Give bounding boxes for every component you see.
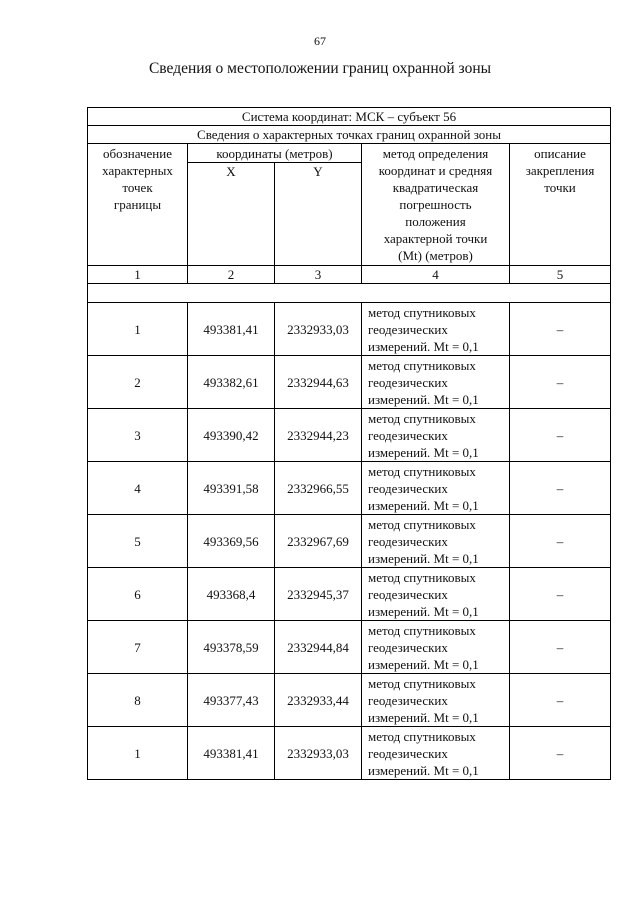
- method-cell: метод спутниковых геодезических измерений. Mt = 0,1: [362, 621, 510, 674]
- table-body: [88, 108, 611, 780]
- table-row: [88, 727, 611, 780]
- table-row: [88, 568, 611, 621]
- table-row: [88, 462, 611, 515]
- table-row: [88, 674, 611, 727]
- column-number: 3: [275, 266, 362, 284]
- description-cell: –: [510, 568, 611, 621]
- y-cell: 2332933,44: [275, 674, 362, 727]
- point-cell: 1: [88, 303, 188, 356]
- header-designation: обозначение характерных точек границы: [88, 144, 188, 266]
- method-cell: метод спутниковых геодезических измерений. Mt = 0,1: [362, 409, 510, 462]
- coordinate-system-cell: Система координат: МСК – субъект 56: [88, 108, 611, 126]
- y-cell: 2332967,69: [275, 515, 362, 568]
- point-cell: 5: [88, 515, 188, 568]
- coordinate-system-row: [88, 108, 611, 126]
- x-cell: 493378,59: [188, 621, 275, 674]
- y-cell: 2332944,23: [275, 409, 362, 462]
- description-cell: –: [510, 727, 611, 780]
- x-cell: 493368,4: [188, 568, 275, 621]
- x-cell: 493377,43: [188, 674, 275, 727]
- document-title: Сведения о местоположении границ охранной зоны: [148, 60, 492, 77]
- method-cell: метод спутниковых геодезических измерений. Mt = 0,1: [362, 515, 510, 568]
- header-row: [88, 144, 611, 163]
- column-number: 5: [510, 266, 611, 284]
- header-coordinates: координаты (метров): [188, 144, 362, 163]
- description-cell: –: [510, 303, 611, 356]
- y-cell: 2332944,63: [275, 356, 362, 409]
- column-number: 4: [362, 266, 510, 284]
- section-title-cell: Сведения о характерных точках границ охранной зоны: [88, 126, 611, 144]
- table-row: [88, 303, 611, 356]
- method-cell: метод спутниковых геодезических измерений. Mt = 0,1: [362, 727, 510, 780]
- y-cell: 2332944,84: [275, 621, 362, 674]
- description-cell: –: [510, 621, 611, 674]
- blank-row: [88, 284, 611, 303]
- table-row: [88, 515, 611, 568]
- x-cell: 493391,58: [188, 462, 275, 515]
- point-cell: 4: [88, 462, 188, 515]
- x-cell: 493390,42: [188, 409, 275, 462]
- point-cell: 1: [88, 727, 188, 780]
- section-title-row: [88, 126, 611, 144]
- header-y: Y: [275, 163, 362, 266]
- page-number: 67: [314, 34, 326, 48]
- method-cell: метод спутниковых геодезических измерений. Mt = 0,1: [362, 568, 510, 621]
- point-cell: 6: [88, 568, 188, 621]
- blank-cell: [88, 284, 611, 303]
- x-cell: 493381,41: [188, 727, 275, 780]
- column-number: 1: [88, 266, 188, 284]
- x-cell: 493381,41: [188, 303, 275, 356]
- method-cell: метод спутниковых геодезических измерений. Mt = 0,1: [362, 462, 510, 515]
- boundary-points-table: [87, 107, 611, 780]
- point-cell: 3: [88, 409, 188, 462]
- x-cell: 493382,61: [188, 356, 275, 409]
- header-method: метод определения координат и средняя квадратическая погрешность положения характерной точки (Mt) (метров): [362, 144, 510, 266]
- table-row: [88, 356, 611, 409]
- x-cell: 493369,56: [188, 515, 275, 568]
- method-cell: метод спутниковых геодезических измерений. Mt = 0,1: [362, 674, 510, 727]
- table-row: [88, 621, 611, 674]
- y-cell: 2332945,37: [275, 568, 362, 621]
- point-cell: 8: [88, 674, 188, 727]
- column-number: 2: [188, 266, 275, 284]
- description-cell: –: [510, 674, 611, 727]
- description-cell: –: [510, 356, 611, 409]
- column-number-row: [88, 266, 611, 284]
- y-cell: 2332966,55: [275, 462, 362, 515]
- header-x: X: [188, 163, 275, 266]
- description-cell: –: [510, 462, 611, 515]
- method-cell: метод спутниковых геодезических измерений. Mt = 0,1: [362, 356, 510, 409]
- y-cell: 2332933,03: [275, 303, 362, 356]
- point-cell: 7: [88, 621, 188, 674]
- description-cell: –: [510, 515, 611, 568]
- y-cell: 2332933,03: [275, 727, 362, 780]
- point-cell: 2: [88, 356, 188, 409]
- method-cell: метод спутниковых геодезических измерений. Mt = 0,1: [362, 303, 510, 356]
- table-row: [88, 409, 611, 462]
- description-cell: –: [510, 409, 611, 462]
- header-description: описание закрепления точки: [510, 144, 611, 266]
